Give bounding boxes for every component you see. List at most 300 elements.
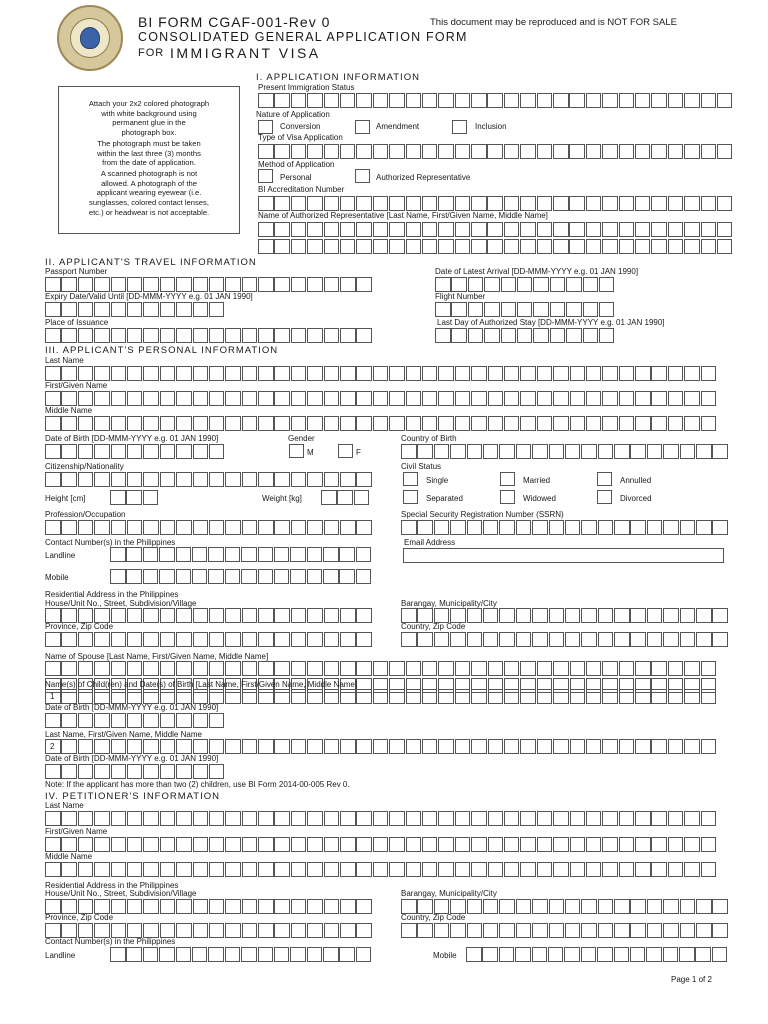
character-cell[interactable]: [61, 520, 77, 535]
character-cell[interactable]: [143, 520, 159, 535]
character-cell[interactable]: [487, 239, 503, 254]
character-cell[interactable]: [242, 739, 258, 754]
character-cell[interactable]: [537, 416, 553, 431]
character-cell[interactable]: [516, 444, 532, 459]
character-cell[interactable]: [209, 632, 225, 647]
character-cell[interactable]: [356, 923, 372, 938]
field-landline[interactable]: [110, 547, 372, 562]
character-cell[interactable]: [356, 472, 372, 487]
character-cell[interactable]: [356, 569, 372, 584]
character-cell[interactable]: [668, 196, 684, 211]
field-height[interactable]: [110, 490, 159, 505]
character-cell[interactable]: [324, 416, 340, 431]
character-cell[interactable]: [356, 547, 372, 562]
character-cell[interactable]: [160, 923, 176, 938]
character-cell[interactable]: [307, 608, 323, 623]
field-petitioner-province-zip[interactable]: [45, 923, 373, 938]
character-cell[interactable]: [242, 520, 258, 535]
character-cell[interactable]: [684, 811, 700, 826]
character-cell[interactable]: [241, 547, 257, 562]
character-cell[interactable]: [438, 689, 454, 704]
character-cell[interactable]: [127, 899, 143, 914]
character-cell[interactable]: [499, 608, 515, 623]
character-cell[interactable]: [499, 444, 515, 459]
character-cell[interactable]: [564, 947, 580, 962]
character-cell[interactable]: [209, 366, 225, 381]
character-cell[interactable]: [193, 328, 209, 343]
character-cell[interactable]: [324, 472, 340, 487]
character-cell[interactable]: [599, 328, 615, 343]
character-cell[interactable]: [78, 391, 94, 406]
character-cell[interactable]: [487, 196, 503, 211]
character-cell[interactable]: [192, 547, 208, 562]
character-cell[interactable]: [717, 196, 733, 211]
character-cell[interactable]: [701, 93, 717, 108]
character-cell[interactable]: [401, 632, 417, 647]
character-cell[interactable]: [356, 739, 372, 754]
character-cell[interactable]: [176, 277, 192, 292]
character-cell[interactable]: [520, 416, 536, 431]
character-cell[interactable]: [701, 661, 717, 676]
character-cell[interactable]: [94, 689, 110, 704]
character-cell[interactable]: [434, 520, 450, 535]
character-cell[interactable]: [307, 569, 323, 584]
character-cell[interactable]: [193, 472, 209, 487]
character-cell[interactable]: [176, 661, 192, 676]
character-cell[interactable]: [373, 416, 389, 431]
character-cell[interactable]: [701, 196, 717, 211]
character-cell[interactable]: [94, 391, 110, 406]
character-cell[interactable]: [339, 569, 355, 584]
character-cell[interactable]: [340, 416, 356, 431]
character-cell[interactable]: [45, 689, 61, 704]
character-cell[interactable]: [356, 811, 372, 826]
character-cell[interactable]: [389, 93, 405, 108]
character-cell[interactable]: [94, 444, 110, 459]
field-middle-name[interactable]: [45, 416, 717, 431]
character-cell[interactable]: [209, 416, 225, 431]
character-cell[interactable]: [242, 608, 258, 623]
character-cell[interactable]: [307, 472, 323, 487]
character-cell[interactable]: [663, 444, 679, 459]
character-cell[interactable]: [176, 764, 192, 779]
character-cell[interactable]: [225, 811, 241, 826]
character-cell[interactable]: [619, 837, 635, 852]
character-cell[interactable]: [684, 239, 700, 254]
character-cell[interactable]: [647, 608, 663, 623]
character-cell[interactable]: [258, 520, 274, 535]
character-cell[interactable]: [324, 328, 340, 343]
character-cell[interactable]: [712, 520, 728, 535]
character-cell[interactable]: [647, 444, 663, 459]
character-cell[interactable]: [520, 837, 536, 852]
character-cell[interactable]: [701, 689, 717, 704]
character-cell[interactable]: [488, 739, 504, 754]
character-cell[interactable]: [45, 923, 61, 938]
character-cell[interactable]: [499, 899, 515, 914]
character-cell[interactable]: [488, 837, 504, 852]
character-cell[interactable]: [635, 862, 651, 877]
character-cell[interactable]: [520, 93, 536, 108]
character-cell[interactable]: [291, 739, 307, 754]
character-cell[interactable]: [488, 366, 504, 381]
character-cell[interactable]: [258, 277, 274, 292]
character-cell[interactable]: [532, 947, 548, 962]
character-cell[interactable]: [356, 366, 372, 381]
character-cell[interactable]: [340, 739, 356, 754]
character-cell[interactable]: [307, 689, 323, 704]
character-cell[interactable]: [193, 713, 209, 728]
character-cell[interactable]: [651, 239, 667, 254]
character-cell[interactable]: [471, 661, 487, 676]
character-cell[interactable]: [619, 391, 635, 406]
character-cell[interactable]: [517, 328, 533, 343]
character-cell[interactable]: [274, 569, 290, 584]
field-expiry-date[interactable]: [45, 302, 225, 317]
character-cell[interactable]: [176, 569, 192, 584]
character-cell[interactable]: [94, 520, 110, 535]
character-cell[interactable]: [630, 947, 646, 962]
character-cell[interactable]: [110, 547, 126, 562]
character-cell[interactable]: [422, 391, 438, 406]
character-cell[interactable]: [307, 93, 323, 108]
character-cell[interactable]: [209, 472, 225, 487]
character-cell[interactable]: [586, 661, 602, 676]
character-cell[interactable]: [483, 520, 499, 535]
character-cell[interactable]: [324, 222, 340, 237]
character-cell[interactable]: [537, 222, 553, 237]
character-cell[interactable]: [208, 547, 224, 562]
character-cell[interactable]: [356, 391, 372, 406]
character-cell[interactable]: [484, 277, 500, 292]
character-cell[interactable]: [520, 239, 536, 254]
character-cell[interactable]: [274, 366, 290, 381]
character-cell[interactable]: [143, 547, 159, 562]
character-cell[interactable]: [586, 196, 602, 211]
character-cell[interactable]: [647, 899, 663, 914]
character-cell[interactable]: [630, 632, 646, 647]
character-cell[interactable]: [651, 196, 667, 211]
character-cell[interactable]: [569, 222, 585, 237]
character-cell[interactable]: [258, 923, 274, 938]
character-cell[interactable]: [417, 899, 433, 914]
character-cell[interactable]: [668, 93, 684, 108]
character-cell[interactable]: [438, 862, 454, 877]
character-cell[interactable]: [127, 416, 143, 431]
character-cell[interactable]: [340, 632, 356, 647]
character-cell[interactable]: [406, 239, 422, 254]
character-cell[interactable]: [504, 391, 520, 406]
character-cell[interactable]: [712, 899, 728, 914]
character-cell[interactable]: [111, 764, 127, 779]
character-cell[interactable]: [225, 472, 241, 487]
character-cell[interactable]: [143, 569, 159, 584]
character-cell[interactable]: [565, 632, 581, 647]
photograph-box[interactable]: [58, 86, 240, 234]
character-cell[interactable]: [176, 923, 192, 938]
character-cell[interactable]: [176, 608, 192, 623]
character-cell[interactable]: [127, 811, 143, 826]
character-cell[interactable]: [356, 520, 372, 535]
character-cell[interactable]: [712, 632, 728, 647]
character-cell[interactable]: [651, 391, 667, 406]
character-cell[interactable]: [717, 93, 733, 108]
character-cell[interactable]: [712, 923, 728, 938]
character-cell[interactable]: [324, 93, 340, 108]
character-cell[interactable]: [225, 947, 241, 962]
character-cell[interactable]: [61, 366, 77, 381]
character-cell[interactable]: [619, 811, 635, 826]
character-cell[interactable]: [340, 144, 356, 159]
character-cell[interactable]: [471, 739, 487, 754]
character-cell[interactable]: [176, 811, 192, 826]
character-cell[interactable]: [291, 923, 307, 938]
character-cell[interactable]: [143, 444, 159, 459]
character-cell[interactable]: [143, 472, 159, 487]
character-cell[interactable]: [684, 837, 700, 852]
character-cell[interactable]: [94, 472, 110, 487]
character-cell[interactable]: [586, 239, 602, 254]
character-cell[interactable]: [406, 837, 422, 852]
character-cell[interactable]: [160, 713, 176, 728]
character-cell[interactable]: [586, 837, 602, 852]
character-cell[interactable]: [225, 862, 241, 877]
character-cell[interactable]: [258, 862, 274, 877]
character-cell[interactable]: [291, 416, 307, 431]
character-cell[interactable]: [520, 811, 536, 826]
character-cell[interactable]: [209, 862, 225, 877]
character-cell[interactable]: [504, 689, 520, 704]
character-cell[interactable]: [291, 277, 307, 292]
character-cell[interactable]: [111, 416, 127, 431]
character-cell[interactable]: [356, 93, 372, 108]
checkbox-widowed[interactable]: [500, 490, 515, 504]
character-cell[interactable]: [160, 302, 176, 317]
character-cell[interactable]: [110, 490, 126, 505]
character-cell[interactable]: [602, 196, 618, 211]
character-cell[interactable]: [468, 302, 484, 317]
character-cell[interactable]: [406, 811, 422, 826]
character-cell[interactable]: [651, 93, 667, 108]
character-cell[interactable]: [455, 144, 471, 159]
character-cell[interactable]: [684, 862, 700, 877]
character-cell[interactable]: [668, 739, 684, 754]
character-cell[interactable]: [127, 713, 143, 728]
character-cell[interactable]: [290, 569, 306, 584]
character-cell[interactable]: [45, 608, 61, 623]
character-cell[interactable]: [209, 391, 225, 406]
character-cell[interactable]: [701, 811, 717, 826]
character-cell[interactable]: [176, 472, 192, 487]
character-cell[interactable]: [520, 862, 536, 877]
character-cell[interactable]: [356, 196, 372, 211]
field-present-immigration-status[interactable]: [258, 93, 733, 108]
character-cell[interactable]: [126, 547, 142, 562]
character-cell[interactable]: [635, 93, 651, 108]
character-cell[interactable]: [701, 239, 717, 254]
character-cell[interactable]: [537, 661, 553, 676]
character-cell[interactable]: [583, 328, 599, 343]
character-cell[interactable]: [324, 144, 340, 159]
character-cell[interactable]: [696, 923, 712, 938]
character-cell[interactable]: [455, 689, 471, 704]
character-cell[interactable]: [176, 416, 192, 431]
character-cell[interactable]: [242, 277, 258, 292]
character-cell[interactable]: [537, 196, 553, 211]
character-cell[interactable]: [450, 923, 466, 938]
character-cell[interactable]: [684, 144, 700, 159]
character-cell[interactable]: [401, 444, 417, 459]
character-cell[interactable]: [533, 328, 549, 343]
character-cell[interactable]: [635, 661, 651, 676]
character-cell[interactable]: [553, 144, 569, 159]
character-cell[interactable]: [356, 328, 372, 343]
character-cell[interactable]: [450, 608, 466, 623]
character-cell[interactable]: [471, 93, 487, 108]
character-cell[interactable]: [438, 416, 454, 431]
character-cell[interactable]: [389, 837, 405, 852]
character-cell[interactable]: [668, 391, 684, 406]
character-cell[interactable]: [159, 947, 175, 962]
character-cell[interactable]: [209, 328, 225, 343]
character-cell[interactable]: [422, 144, 438, 159]
character-cell[interactable]: [450, 520, 466, 535]
character-cell[interactable]: [389, 144, 405, 159]
field-flight-number[interactable]: [435, 302, 615, 317]
checkbox-separated[interactable]: [403, 490, 418, 504]
character-cell[interactable]: [569, 196, 585, 211]
character-cell[interactable]: [209, 302, 225, 317]
character-cell[interactable]: [619, 689, 635, 704]
character-cell[interactable]: [663, 632, 679, 647]
character-cell[interactable]: [324, 899, 340, 914]
character-cell[interactable]: [483, 899, 499, 914]
character-cell[interactable]: [111, 444, 127, 459]
character-cell[interactable]: [570, 811, 586, 826]
character-cell[interactable]: [111, 277, 127, 292]
character-cell[interactable]: [471, 366, 487, 381]
character-cell[interactable]: [583, 277, 599, 292]
character-cell[interactable]: [434, 923, 450, 938]
character-cell[interactable]: [467, 899, 483, 914]
checkbox-gender-m[interactable]: [289, 444, 304, 458]
character-cell[interactable]: [61, 764, 77, 779]
character-cell[interactable]: [581, 444, 597, 459]
character-cell[interactable]: [583, 302, 599, 317]
character-cell[interactable]: [422, 837, 438, 852]
character-cell[interactable]: [602, 144, 618, 159]
character-cell[interactable]: [517, 277, 533, 292]
character-cell[interactable]: [127, 302, 143, 317]
character-cell[interactable]: [192, 947, 208, 962]
character-cell[interactable]: [451, 277, 467, 292]
character-cell[interactable]: [111, 899, 127, 914]
character-cell[interactable]: [225, 632, 241, 647]
character-cell[interactable]: [126, 490, 142, 505]
character-cell[interactable]: [258, 366, 274, 381]
character-cell[interactable]: [635, 196, 651, 211]
character-cell[interactable]: [307, 520, 323, 535]
character-cell[interactable]: [647, 923, 663, 938]
character-cell[interactable]: [110, 947, 126, 962]
character-cell[interactable]: [291, 328, 307, 343]
character-cell[interactable]: [193, 366, 209, 381]
character-cell[interactable]: [549, 520, 565, 535]
character-cell[interactable]: [647, 520, 663, 535]
character-cell[interactable]: [61, 608, 77, 623]
character-cell[interactable]: [532, 899, 548, 914]
character-cell[interactable]: [94, 328, 110, 343]
character-cell[interactable]: [373, 366, 389, 381]
character-cell[interactable]: [193, 923, 209, 938]
character-cell[interactable]: [307, 811, 323, 826]
character-cell[interactable]: [176, 713, 192, 728]
character-cell[interactable]: [553, 689, 569, 704]
character-cell[interactable]: [274, 547, 290, 562]
character-cell[interactable]: [160, 632, 176, 647]
character-cell[interactable]: [274, 689, 290, 704]
character-cell[interactable]: [110, 569, 126, 584]
character-cell[interactable]: [630, 608, 646, 623]
character-cell[interactable]: [701, 144, 717, 159]
field-spouse-name-1[interactable]: [45, 661, 717, 676]
character-cell[interactable]: [143, 837, 159, 852]
field-petitioner-mobile[interactable]: [466, 947, 728, 962]
character-cell[interactable]: [565, 923, 581, 938]
character-cell[interactable]: [274, 196, 290, 211]
character-cell[interactable]: [553, 366, 569, 381]
character-cell[interactable]: [635, 837, 651, 852]
character-cell[interactable]: [324, 837, 340, 852]
character-cell[interactable]: [520, 366, 536, 381]
character-cell[interactable]: [340, 222, 356, 237]
character-cell[interactable]: [468, 328, 484, 343]
character-cell[interactable]: [586, 862, 602, 877]
character-cell[interactable]: [61, 328, 77, 343]
character-cell[interactable]: [45, 661, 61, 676]
character-cell[interactable]: [483, 444, 499, 459]
character-cell[interactable]: [176, 632, 192, 647]
character-cell[interactable]: [504, 196, 520, 211]
character-cell[interactable]: [291, 608, 307, 623]
character-cell[interactable]: [586, 366, 602, 381]
character-cell[interactable]: [242, 862, 258, 877]
character-cell[interactable]: [258, 239, 274, 254]
character-cell[interactable]: [504, 739, 520, 754]
character-cell[interactable]: [324, 862, 340, 877]
character-cell[interactable]: [548, 947, 564, 962]
character-cell[interactable]: [517, 302, 533, 317]
character-cell[interactable]: [373, 739, 389, 754]
character-cell[interactable]: [340, 862, 356, 877]
character-cell[interactable]: [630, 899, 646, 914]
character-cell[interactable]: [258, 328, 274, 343]
character-cell[interactable]: [570, 862, 586, 877]
field-petitioner-country-zip[interactable]: [401, 923, 729, 938]
character-cell[interactable]: [61, 689, 77, 704]
character-cell[interactable]: [565, 899, 581, 914]
character-cell[interactable]: [209, 764, 225, 779]
character-cell[interactable]: [471, 222, 487, 237]
character-cell[interactable]: [209, 277, 225, 292]
character-cell[interactable]: [499, 947, 515, 962]
character-cell[interactable]: [193, 689, 209, 704]
character-cell[interactable]: [684, 391, 700, 406]
character-cell[interactable]: [504, 811, 520, 826]
character-cell[interactable]: [663, 520, 679, 535]
field-type-of-visa[interactable]: [258, 144, 733, 159]
field-date-of-latest-arrival[interactable]: [435, 277, 615, 292]
